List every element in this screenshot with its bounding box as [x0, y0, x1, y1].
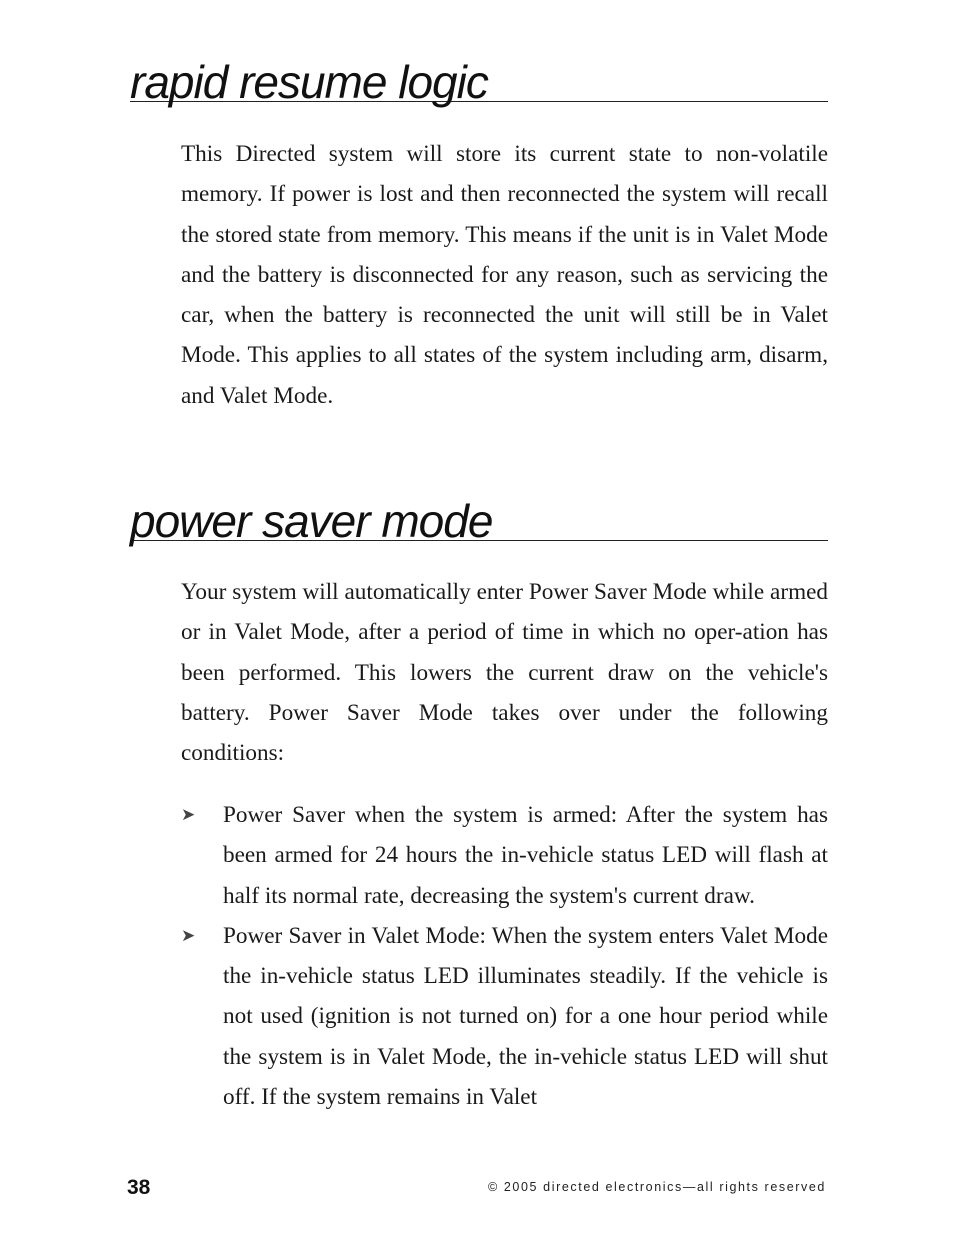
page-number: 38	[127, 1176, 151, 1199]
list-item-text: Power Saver in Valet Mode: When the system enters Valet Mode the in-vehicle status LED illuminates steadily. If the vehicle is not used (ignition is not turned on) for a one hour period while the system is in Valet Mode, the in-vehicle status LED will shut off. If the system remains in Valet	[223, 922, 828, 1111]
list-item-text: Power Saver when the system is armed: After the system has been armed for 24 hours the in-vehicle status LED will flash at half its normal rate, decreasing the system's current draw.	[223, 802, 828, 909]
arrow-bullet-icon: ➤	[181, 805, 196, 825]
section-heading-rapid-resume-logic	[130, 56, 828, 108]
section-heading-power-saver-mode	[130, 495, 828, 547]
arrow-bullet-icon: ➤	[181, 925, 196, 946]
body-paragraph: Your system will automatically enter Power Saver Mode while armed or in Valet Mode, after a period of time in which no oper-ation has been performed. This lowers the current draw on the vehicle's battery. Power Saver Mode takes over under the following conditions:	[181, 579, 828, 767]
list-item	[181, 795, 828, 916]
copyright-notice: © 2005 directed electronics—all rights reserved	[487, 1180, 826, 1194]
section-title: rapid resume logic	[130, 56, 488, 108]
list-item	[181, 916, 828, 1117]
body-paragraph: This Directed system will store its current state to non-volatile memory. If power is lost and then reconnected the system will recall the stored state from memory. This means if the unit is in Valet Mode and the battery is disconnected for any reason, such as servicing the car, when the battery is reconnected the unit will still be in Valet Mode. This applies to all states of the system including arm, disarm, and Valet Mode.	[181, 141, 828, 409]
condition-list	[181, 795, 828, 1117]
section-title: power saver mode	[130, 495, 493, 547]
